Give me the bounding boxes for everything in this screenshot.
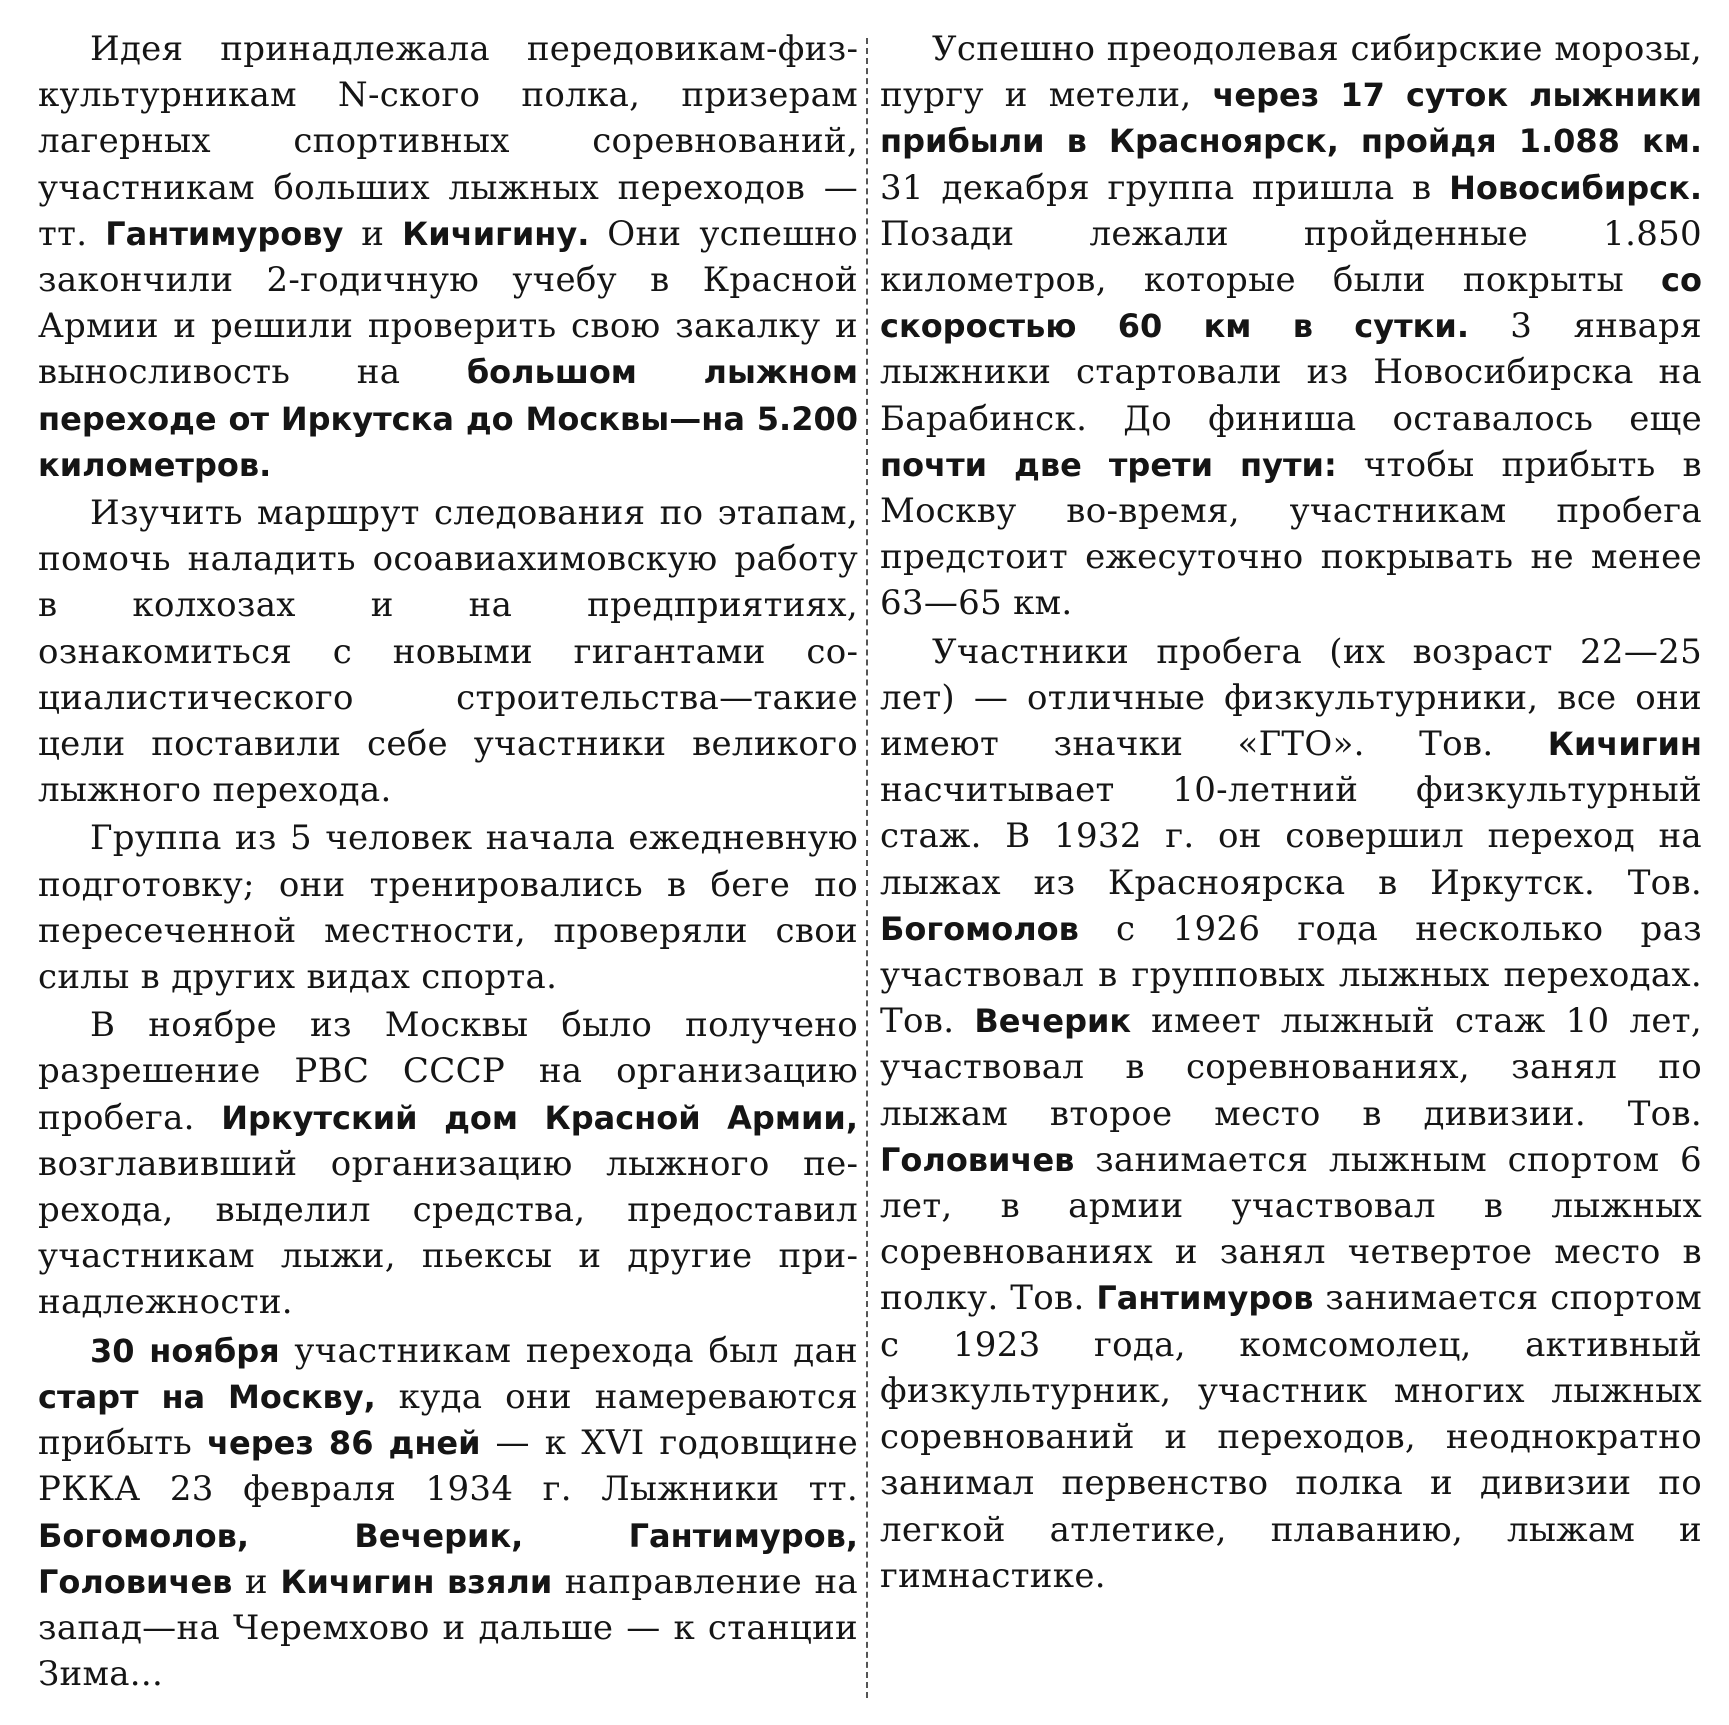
text-run: Позади лежали пройденные 1.850 километров, которые были покрыты (880, 213, 1702, 301)
bold-text-run: большом лыжном переходе от Иркутска до Москвы—на 5.200 километров. (38, 353, 858, 484)
column-divider (866, 38, 868, 1698)
paragraph-idea (38, 26, 858, 488)
paragraph-start (38, 1328, 858, 1698)
bold-text-run: Кичигин (1547, 725, 1702, 764)
text-run: Группа из 5 человек начала ежедневную подготовку; они тренировались в беге по пересеченной местности, проверяли свои силы в других видах спорта. (38, 818, 858, 998)
text-run: возглавивший организацию лыжного перехода, выделил средства, предоставил участникам лыжи, пьексы и другие принадлежности. (38, 1143, 858, 1323)
text-run: и (232, 1561, 281, 1602)
text-run: Идея принадлежала передовикам-физкультурникам N-ского полка, призерам лагерных спортивных соревнований, участникам больших лыжных переходов — тт. (38, 29, 858, 254)
paragraph-progress (880, 26, 1702, 627)
text-run: Участники пробега (их возраст 22—25 лет) — отличные физкультурники, все они имеют значки «ГТО». Тов. (880, 631, 1702, 765)
text-run: — к XVI годовщине РККА 23 февраля 1934 г. Лыжники тт. (38, 1423, 858, 1510)
bold-text-run: Головичев (880, 1140, 1075, 1179)
text-run: чтобы прибыть в Москву во-время, участникам пробега предстоит ежесуточно покрывать не менее 63—65 км. (880, 444, 1703, 624)
bold-text-run: через 17 суток лыжники прибыли в Красноярск, пройдя 1.088 км. (880, 76, 1703, 161)
text-run: Изучить маршрут следования по этапам, помочь наладить осоавиахимовскую работу в колхозах и на предприятиях, ознакомиться с новыми гигантами социалистического строительства—такие цели поставили себе участники великого лыжного перехода. (38, 493, 858, 811)
bold-text-run: через 86 дней (207, 1424, 481, 1463)
text-run: имеет лыжный стаж 10 лет, участвовал в соревнованиях, занял по лыжам второе место в дивизии. Тов. (880, 1001, 1703, 1134)
text-run: В ноябре из Москвы было получено разрешение РВС СССР на организацию пробега. (38, 1005, 858, 1138)
bold-text-run: Кичигину. (402, 214, 590, 253)
bold-text-run: старт на Москву, (38, 1377, 376, 1416)
bold-text-run: Вечерик (974, 1002, 1132, 1041)
paragraph-training (38, 815, 858, 1000)
text-run: с 1926 года несколько раз участвовал в групповых лыжных переходах. Тов. (880, 908, 1702, 1042)
text-run: 3 января лыжники стартовали из Новосибирска на Барабинск. До финиша оставалось еще (880, 306, 1703, 439)
text-run: 31 декабря группа пришла в (880, 167, 1450, 208)
paragraph-route-goals (38, 490, 858, 813)
bold-text-run: Новосибирск. (1449, 168, 1702, 207)
text-run: Они успешно закончили 2-годичную учебу в Красной Армии и решили проверить свою закалку и выносливость на (38, 213, 858, 393)
text-run: Успешно преодолевая сибирские морозы, пургу и метели, (880, 29, 1702, 116)
text-run: и (343, 213, 403, 254)
text-run: участникам перехода был дан (279, 1330, 858, 1371)
bold-text-run: Кичигин взяли (280, 1562, 553, 1601)
right-column (880, 26, 1702, 1599)
text-run: занимается спортом с 1923 года, комсомолец, активный физкультурник, участник многих лыжных соревнований и переходов, неоднократно занимал первенство полка и дивизии по легкой атлетике, плаванию, лыжам и гимнастике. (880, 1278, 1702, 1596)
text-run: куда они намереваются прибыть (38, 1376, 858, 1464)
text-run: насчитывает 10-летний физкультурный стаж. В 1932 г. он совершил переход на лыжах из Красноярска в Иркутск. Тов. (880, 770, 1702, 903)
bold-text-run: Гантимуров (1096, 1279, 1314, 1318)
bold-text-run: Богомолов (880, 909, 1079, 948)
left-column (38, 26, 858, 1697)
bold-text-run: 30 ноября (90, 1331, 280, 1370)
paragraph-participants (880, 629, 1702, 1599)
bold-text-run: со скоростью 60 км в сутки. (880, 261, 1702, 346)
text-run: занимается лыжным спортом 6 лет, в армии участвовал в лыжных соревнованиях и занял четвертое место в полку. Тов. (880, 1139, 1702, 1319)
paragraph-permission (38, 1002, 858, 1325)
bold-text-run: Богомолов, Вечерик, Гантимуров, Головичев (38, 1516, 858, 1601)
bold-text-run: почти две трети пути: (880, 445, 1337, 484)
bold-text-run: Иркутский дом Красной Армии, (221, 1098, 858, 1137)
text-run: направление на запад—на Черемхово и дальше — к станции Зима... (38, 1561, 859, 1695)
bold-text-run: Гантимурову (105, 214, 344, 253)
